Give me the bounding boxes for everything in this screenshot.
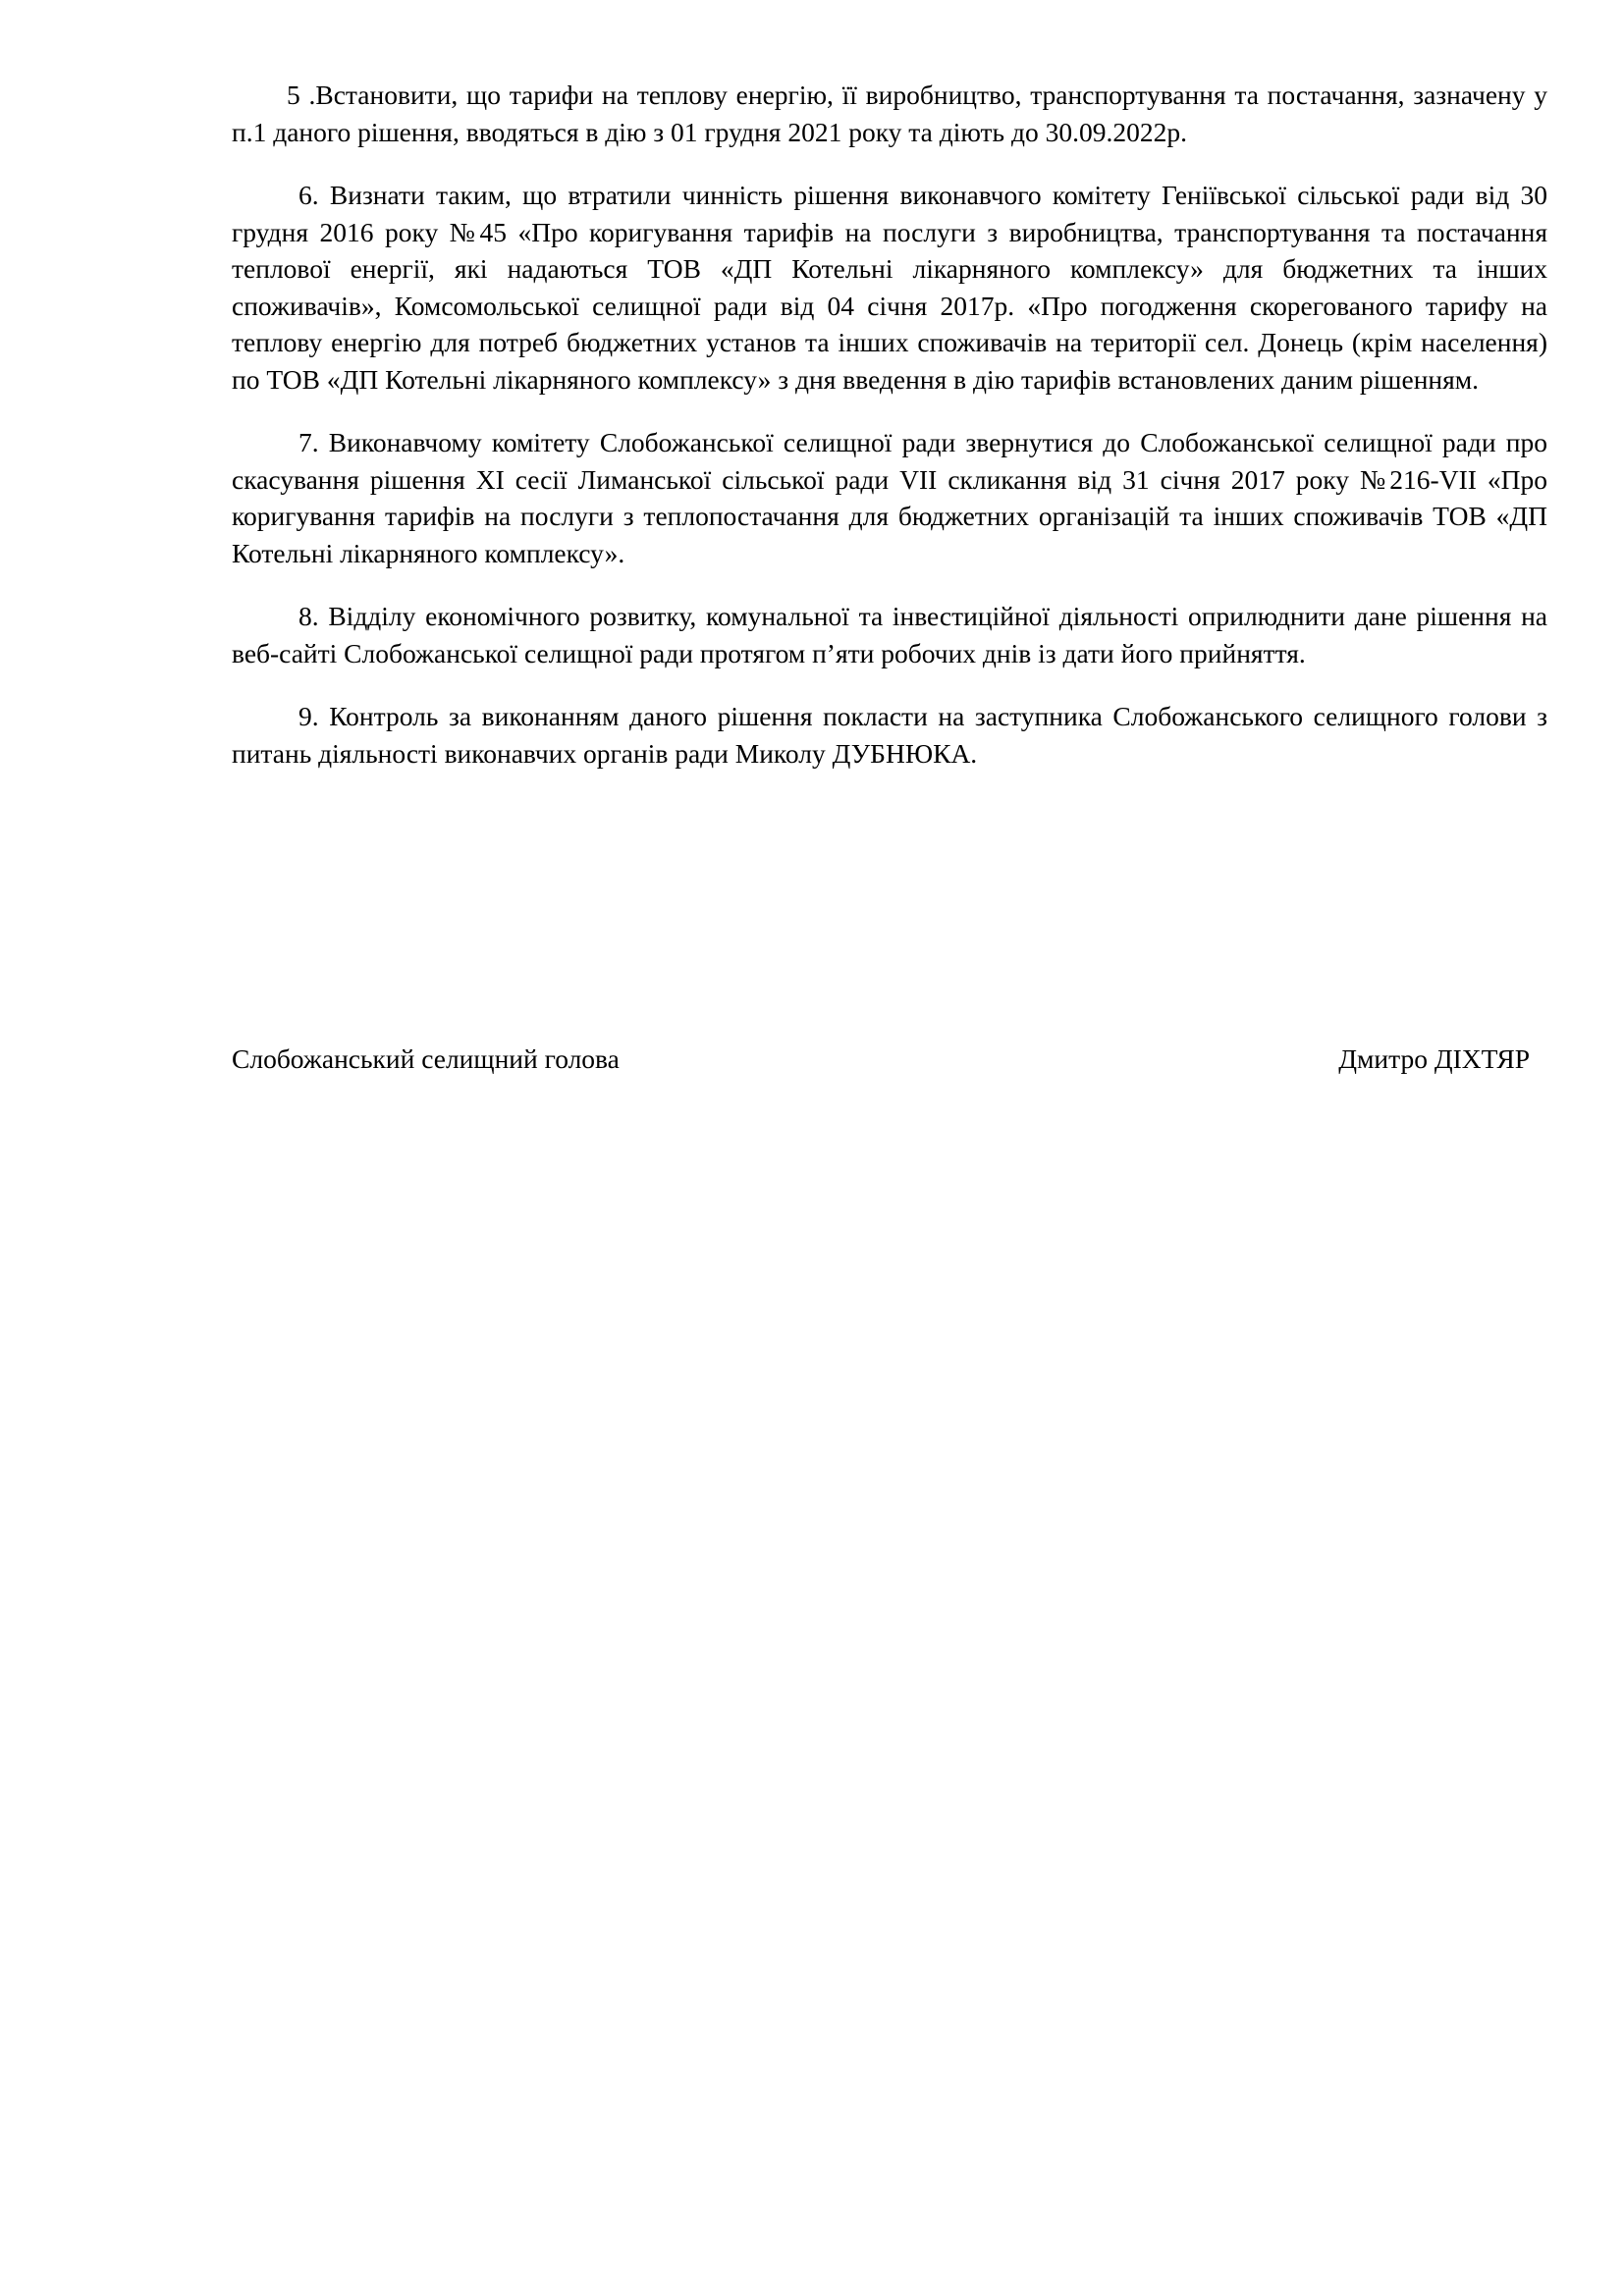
paragraph-9: 9. Контроль за виконанням даного рішення покласти на заступника Слобожанського селищного голови з питань діяльності виконавчих органів ради Миколу ДУБНЮКА. xyxy=(232,701,1547,769)
signature-block xyxy=(232,1041,1530,1078)
paragraph-5: 5 .Встановити, що тарифи на теплову енергію, її виробництво, транспортування та постачання, зазначену у п.1 даного рішення, вводяться в дію з 01 грудня 2021 року та діють до 30.09.2022р. xyxy=(232,80,1547,147)
signatory-position: Слобожанський селищний голова xyxy=(232,1043,620,1074)
paragraph-7: 7. Виконавчому комітету Слобожанської селищної ради звернутися до Слобожанської селищної ради про скасування рішення XI сесії Лиманської сільської ради VII скликання від 31 січня 2017 року №216-VII «Про коригування тарифів на послуги з теплопостачання для бюджетних організацій та інших споживачів ТОВ «ДП Котельні лікарняного комплексу». xyxy=(232,427,1547,568)
signatory-name: Дмитро ДІХТЯР xyxy=(1338,1043,1530,1074)
paragraph-6: 6. Визнати таким, що втратили чинність рішення виконавчого комітету Геніївської сільської ради від 30 грудня 2016 року №45 «Про коригування тарифів на послуги з виробництва, транспортування та постачання теплової енергії, які надаються ТОВ «ДП Котельні лікарняного комплексу» для бюджетних та інших споживачів», Комсомольської селищної ради від 04 січня 2017р. «Про погодження скорегованого тарифу на теплову енергію для потреб бюджетних установ та інших споживачів на території сел. Донець (крім населення) по ТОВ «ДП Котельні лікарняного комплексу» з дня введення в дію тарифів встановлених даним рішенням. xyxy=(232,180,1547,395)
document-body xyxy=(232,77,1547,798)
paragraph-8: 8. Відділу економічного розвитку, комунальної та інвестиційної діяльності оприлюднити дане рішення на веб-сайті Слобожанської селищної ради протягом п’яти робочих днів із дати його прийняття. xyxy=(232,601,1547,668)
